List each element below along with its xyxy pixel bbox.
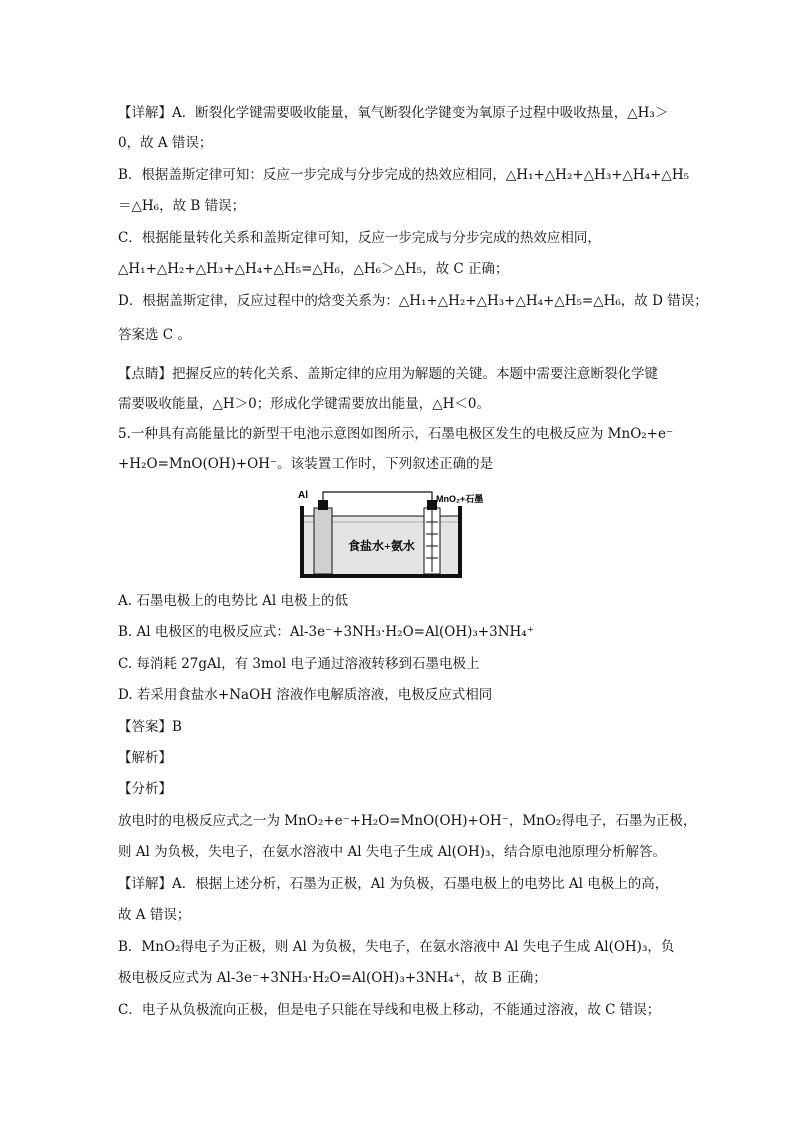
battery-diagram [296, 488, 484, 580]
option-a: A. 石墨电极上的电势比 Al 电极上的低 [118, 593, 348, 609]
al-terminal [318, 500, 328, 510]
note-line-1: 【点睛】把握反应的转化关系、盖斯定律的应用为解题的关键。本题中需要注意断裂化学键 [118, 366, 658, 382]
answer-select-c: 答案选 C 。 [118, 327, 191, 343]
option-d: D. 若采用食盐水+NaOH 溶液作电解质溶液，电极反应式相同 [118, 687, 493, 703]
solution-c-line-1: C．电子从负极流向正极，但是电子只能在导线和电极上移动，不能通过溶液，故 C 错误； [118, 1002, 661, 1018]
fenxi-line-2: 则 Al 为负极，失电子，在氨水溶液中 Al 失电子生成 Al(OH)₃，结合原电池原理分析解答。 [118, 844, 666, 860]
solution-detail-a-line-1: 【详解】A．根据上述分析，石墨为正极，Al 为负极，石墨电极上的电势比 Al 电极上的高， [118, 876, 669, 892]
external-wire [323, 492, 432, 502]
option-c: C. 每消耗 27gAl，有 3mol 电子通过溶液转移到石墨电极上 [118, 656, 480, 672]
question-5-stem-line-2: +H₂O=MnO(OH)+OH⁻。该装置工作时，下列叙述正确的是 [118, 456, 494, 472]
solution-detail-a-line-2: 故 A 错误； [118, 907, 191, 923]
analysis-label: 【解析】 [118, 750, 172, 766]
note-line-2: 需要吸收能量，△H＞0；形成化学键需要放出能量，△H＜0。 [118, 396, 490, 412]
question-5-stem-line-1: 5.一种具有高能量比的新型干电池示意图如图所示，石墨电极区发生的电极反应为 MnO₂+e⁻ [118, 426, 674, 442]
option-b-explanation-line-1: B．根据盖斯定律可知：反应一步完成与分步完成的热效应相同，△H₁+△H₂+△H₃+△H₄+△H₅ [118, 167, 690, 183]
fenxi-line-1: 放电时的电极反应式之一为 MnO₂+e⁻+H₂O=MnO(OH)+OH⁻，MnO₂得电子，石墨为正极， [118, 813, 697, 829]
option-c-explanation-line-2: △H₁+△H₂+△H₃+△H₄+△H₅=△H₆，△H₆＞△H₅，故 C 正确； [118, 261, 509, 277]
detail-a-line-1: 【详解】A．断裂化学键需要吸收能量，氧气断裂化学键变为氧原子过程中吸收热量，△H₃＞ [118, 105, 669, 121]
al-electrode [314, 508, 332, 574]
mno2-graphite-label: MnO₂+石墨 [436, 494, 484, 504]
fenxi-label: 【分析】 [118, 781, 172, 797]
al-label: Al [298, 490, 308, 501]
answer-label: 【答案】B [118, 719, 182, 735]
detail-a-line-2: 0，故 A 错误； [118, 135, 213, 151]
option-b-explanation-line-2: ＝△H₆，故 B 错误； [118, 198, 246, 214]
option-d-explanation: D．根据盖斯定律，反应过程中的焓变关系为：△H₁+△H₂+△H₃+△H₄+△H₅=△H₆，故 D 错误； [118, 293, 708, 309]
option-b: B. Al 电极区的电极反应式：Al-3e⁻+3NH₃·H₂O=Al(OH)₃+3NH₄⁺ [118, 624, 534, 640]
option-c-explanation-line-1: C．根据能量转化关系和盖斯定律可知，反应一步完成与分步完成的热效应相同， [118, 230, 601, 246]
solution-b-line-2: 极电极反应式为 Al-3e⁻+3NH₃·H₂O=Al(OH)₃+3NH₄⁺，故 B 正确； [118, 970, 547, 986]
solution-label: 食盐水+氨水 [348, 539, 415, 553]
solution-b-line-1: B．MnO₂得电子为正极，则 Al 为负极，失电子，在氨水溶液中 Al 失电子生成 Al(OH)₃，负 [118, 939, 675, 955]
